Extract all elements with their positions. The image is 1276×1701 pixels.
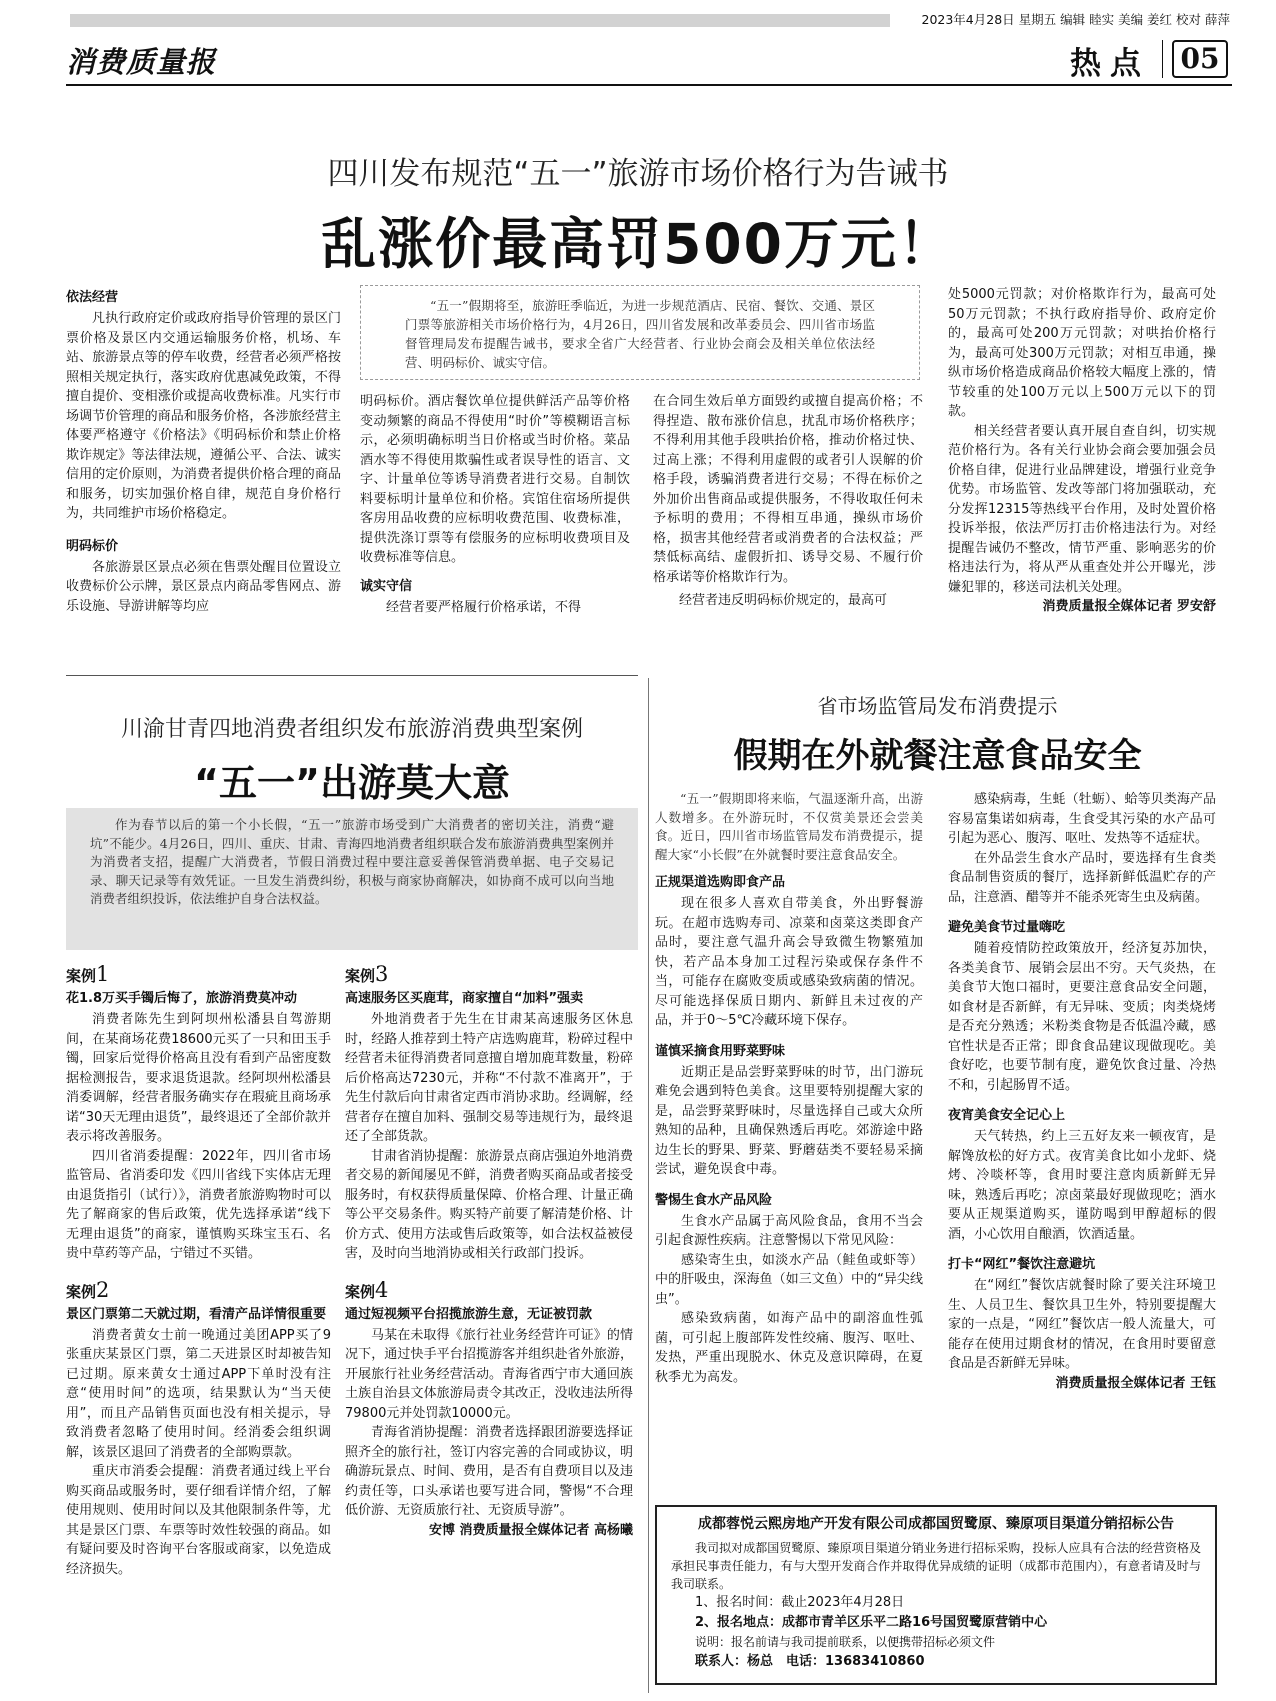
- tender-notice-line: 1、报名时间：截止2023年4月28日: [695, 1595, 905, 1610]
- article3-col1: [655, 790, 923, 1387]
- case-label: 案例1: [66, 962, 110, 986]
- paragraph: 生食水产品属于高风险食品，食用不当会引起食源性疾病。注意警惕以下常见风险：: [655, 1213, 923, 1248]
- paragraph: 马某在未取得《旅行社业务经营许可证》的情况下，通过快手平台招揽游客并组织赴省外旅游，开展旅行社业务经营活动。青海省西宁市大通回族土族自治县文体旅游局责令其改正，没收违法所得79800元并处罚款10000元。: [345, 1327, 633, 1421]
- paragraph: 随着疫情防控政策放开，经济复苏加快，各类美食节、展销会层出不穷。天气炎热，在美食节大饱口福时，更要注意食品安全问题，如食材是否新鲜，有无异味、变质；肉类烧烤是否充分熟透；米粉类食物是否低温冷藏，感官性状是否正常；即食食品建议现做现吃。美食好吃，也要节制有度，避免饮食过量、冷热不和，引起肠胃不适。: [948, 941, 1216, 1093]
- masthead: 消费质量报: [66, 45, 217, 79]
- tender-notice-line: 2、报名地点：成都市青羊区乐平二路16号国贸鹭原营销中心: [695, 1615, 1048, 1630]
- byline: 安博 消费质量报全媒体记者 高杨曦: [428, 1522, 633, 1538]
- paragraph: 经营者要严格履行价格承诺，不得: [386, 599, 582, 615]
- case-title: 景区门票第二天就过期，看清产品详情很重要: [66, 1306, 327, 1322]
- article2-kicker: 川渝甘青四地消费者组织发布旅游消费典型案例: [120, 717, 583, 742]
- subheading: 明码标价: [66, 538, 119, 554]
- subheading: 警惕生食水产品风险: [655, 1192, 773, 1208]
- paragraph: 感染寄生虫，如淡水产品（鲑鱼或虾等）中的肝吸虫，深海鱼（如三文鱼）中的“异尖线虫”。: [655, 1252, 923, 1307]
- tender-notice-contact: 联系人：杨总 电话：13683410860: [695, 1654, 925, 1669]
- article1-col2: [360, 392, 630, 617]
- paragraph: 感染病毒，生蚝（牡蛎）、蛤等贝类海产品容易富集诺如病毒，生食受其污染的水产品可引起为恶心、腹泻、呕吐、发热等不适症状。: [948, 792, 1216, 846]
- paragraph: 在外品尝生食水产品时，要选择有生食类食品制售资质的餐厅，选择新鲜低温贮存的产品，注意酒、醋等并不能杀死寄生虫及病菌。: [948, 850, 1216, 905]
- article2-lead-box: [66, 808, 638, 950]
- case-label: 案例2: [66, 1277, 110, 1302]
- paragraph: 明码标价。酒店餐饮单位提供鲜活产品等价格变动频繁的商品不得使用“时价”等模糊语言标示，必须明确标明当日价格或当时价格。菜品酒水等不得使用欺骗性或者误导性的语言、文字、计量单位等诱导消费者进行交易。自制饮料要标明计量单位和价格。宾馆住宿场所提供客房用品收费的应标明收费范围、收费标准，提供洗涤订票等有偿服务的应标明收费项目及收费标准等信息。: [360, 394, 630, 565]
- paragraph: 相关经营者要认真开展自查自纠，切实规范价格行为。各有关行业协会商会要加强会员价格自律，促进行业品牌建设，增强行业竞争优势。市场监管、发改等部门将加强联动，充分发挥12315等热线平台作用，及时处置价格投诉举报，依法严厉打击价格违法行为。对经提醒告诫仍不整改，情节严重、影响恶劣的价格违法行为，将从严从重查处并公开曝光，涉嫌犯罪的，移送司法机关处理。: [948, 423, 1216, 595]
- article1-col1: [66, 285, 341, 616]
- header-rule: [66, 84, 1232, 86]
- article1-kicker: 四川发布规范“五一”旅游市场价格行为告诫书: [327, 156, 949, 192]
- subheading: 打卡“网红”餐饮注意避坑: [948, 1257, 1096, 1272]
- tender-notice-box: [655, 1505, 1217, 1685]
- lead-paragraph: “五一”假期将至，旅游旺季临近，为进一步规范酒店、民宿、餐饮、交通、景区门票等旅游相关市场价格行为，4月26日，四川省发展和改革委员会、四川省市场监督管理局发布提醒告诫书，要求全省广大经营者、行业协会商会及相关单位依法经营、明码标价、诚实守信。: [405, 298, 875, 370]
- article2-col2: [345, 962, 633, 1541]
- paragraph: 重庆市消委会提醒：消费者通过线上平台购买商品或服务时，要仔细看详情介绍，了解使用规则、使用时间以及其他限制条件等，尤其是景区门票、车票等时效性较强的商品。如有疑问要及时咨询平台客服或商家，以免造成经济损失。: [66, 1464, 331, 1577]
- paragraph: 甘肃省消协提醒：旅游景点商店强迫外地消费者交易的新闻屡见不鲜，消费者购买商品或者接受服务时，有权获得质量保障、价格合理、计量正确等公平交易条件。购买特产前要了解清楚价格、计价方式、使用方法或售后政策等，如合法权益被侵害，及时向当地消协或相关行政部门投诉。: [345, 1148, 633, 1261]
- case-title: 高速服务区买鹿茸，商家擅自“加料”强卖: [345, 991, 584, 1006]
- section-divider: [1162, 40, 1163, 78]
- paragraph: 在合同生效后单方面毁约或擅自提高价格；不得捏造、散布涨价信息，扰乱市场价格秩序；不得利用其他手段哄抬价格，推动价格过快、过高上涨；不得利用虚假的或者引人误解的价格手段，诱骗消费者进行交易；不得在标价之外加价出售商品或提供服务，不得收取任何未予标明的费用；不得相互串通，操纵市场价格，损害其他经营者或消费者的合法权益；严禁低标高结、虚假折扣、诱导交易、不履行价格承诺等价格欺诈行为。: [653, 394, 923, 585]
- page-number: 05: [1172, 40, 1228, 78]
- subheading: 夜宵美食安全记心上: [948, 1108, 1066, 1123]
- section-separator: [66, 675, 638, 676]
- subheading: 诚实守信: [360, 578, 413, 594]
- paragraph: 消费者黄女士前一晚通过美团APP买了9张重庆某景区门票，第二天进景区时却被告知已过期。原来黄女士通过APP下单时没有注意“使用时间”的选项，结果默认为“当天使用”，而且产品销售页面也没有相关提示，导致消费者忽略了使用时间。经消委会组织调解，该景区退回了消费者的全部购票款。: [66, 1327, 331, 1460]
- paragraph: 感染致病菌，如海产品中的副溶血性弧菌，可引起上腹部阵发性绞痛、腹泻、呕吐、发热，严重出现脱水、休克及意识障碍，在夏秋季尤为高发。: [655, 1311, 923, 1385]
- article1-col4: [948, 285, 1216, 617]
- paragraph: 天气转热，约上三五好友来一顿夜宵，是解馋放松的好方式。夜宵美食比如小龙虾、烧烤、冷啖杯等，食用时要注意肉质新鲜无异味，熟透后再吃；凉卤菜最好现做现吃；酒水要从正规渠道购买，谨防喝到甲醇超标的假酒，小心饮用自酿酒，饮酒适量。: [948, 1129, 1216, 1242]
- lead-paragraph: “五一”假期即将来临，气温逐渐升高，出游人数增多。在外游玩时，不仅赏美景还会尝美食。近日，四川省市场监管局发布消费提示，提醒大家“小长假”在外就餐时要注意食品安全。: [655, 791, 923, 862]
- tender-notice-title: 成都蓉悦云熙房地产开发有限公司成都国贸鹭原、臻原项目渠道分销招标公告: [698, 1516, 1174, 1532]
- paragraph: 四川省消委提醒：2022年，四川省市场监管局、省消委印发《四川省线下实体店无理由退货指引（试行）》，消费者旅游购物时可以先了解商家的售后政策，优先选择承诺“线下无理由退货”的商家，谨慎购买珠宝玉石、名贵中草药等产品，宁错过不买错。: [66, 1148, 331, 1261]
- case-title: 花1.8万买手镯后悔了，旅游消费莫冲动: [66, 991, 298, 1006]
- article1-headline: 乱涨价最高罚500万元！: [321, 212, 955, 276]
- case-title: 通过短视频平台招揽旅游生意，无证被罚款: [345, 1306, 593, 1322]
- article3-col2: [948, 790, 1216, 1394]
- article3-kicker: 省市场监管局发布消费提示: [817, 694, 1058, 718]
- case-label: 案例3: [345, 962, 389, 986]
- subheading: 谨慎采摘食用野菜野味: [655, 1043, 786, 1059]
- case-label: 案例4: [345, 1277, 389, 1302]
- paragraph: 现在很多人喜欢自带美食，外出野餐游玩。在超市选购寿司、凉菜和卤菜这类即食产品时，要注意气温升高会导致微生物繁殖加快，若产品本身加工过程污染或保存条件不当，可能存在腐败变质或感染致病菌的情况。尽可能选择保质日期内、新鲜且未过夜的产品，并于0～5℃冷藏环境下保存。: [655, 896, 923, 1028]
- article3-headline: 假期在外就餐注意食品安全: [733, 736, 1142, 776]
- paragraph: 经营者违反明码标价规定的，最高可: [679, 593, 888, 608]
- paragraph: 在“网红”餐饮店就餐时除了要关注环境卫生、人员卫生、餐饮具卫生外，特别要提醒大家的一点是，“网红”餐饮店一般人流量大，可能存在使用过期食材的情况，在食用时要留意食品是否新鲜无异味。: [948, 1278, 1216, 1371]
- lead-paragraph: 作为春节以后的第一个小长假，“五一”旅游市场受到广大消费者的密切关注，消费“避坑”不能少。4月26日，四川、重庆、甘肃、青海四地消费者组织联合发布旅游消费典型案例并为消费者支招，提醒广大消费者，节假日消费过程中要注意妥善保管消费单据、电子交易记录、聊天记录等有效凭证。一旦发生消费纠纷，积极与商家协商解决，如协商不成可以向当地消费者组织投诉，依法维护自身合法权益。: [90, 817, 614, 906]
- column-separator: [648, 678, 649, 1693]
- paragraph: 各旅游景区景点必须在售票处醒目位置设立收费标价公示牌，景区景点内商品零售网点、游乐设施、导游讲解等均应: [66, 559, 341, 614]
- article1-lead-box: [360, 285, 920, 380]
- tender-notice-note: 说明：报名前请与我司提前联系，以便携带招标必须文件: [695, 1635, 996, 1649]
- byline: 消费质量报全媒体记者 罗安舒: [1042, 599, 1216, 614]
- article2-headline: “五一”出游莫大意: [194, 761, 510, 805]
- byline: 消费质量报全媒体记者 王钰: [1055, 1375, 1216, 1391]
- subheading: 正规渠道选购即食产品: [655, 875, 786, 890]
- header-gray-bar: [70, 14, 890, 27]
- paragraph: 消费者陈先生到阿坝州松潘县自驾游期间，在某商场花费18600元买了一只和田玉手镯，回家后觉得价格高且没有看到产品密度数据检测报告，要求退货退款。经阿坝州松潘县消委调解，经营者服务确实存在瑕疵且商场承诺“30天无理由退货”，最终退还了全部价款并表示将改善服务。: [66, 1012, 331, 1144]
- paragraph: 凡执行政府定价或政府指导价管理的景区门票价格及景区内交通运输服务价格，机场、车站、旅游景点等的停车收费，经营者必须严格按照相关规定执行，落实政府优惠减免政策，不得擅自提价、变相涨价或提高收费标准。凡实行市场调节价管理的商品和服务价格，各涉旅经营主体要严格遵守《价格法》《明码标价和禁止价格欺诈规定》等法律法规，遵循公平、合法、诚实信用的定价原则，为消费者提供价格合理的商品和服务，切实加强价格自律，规范自身价格行为，共同维护市场价格稳定。: [66, 311, 341, 521]
- paragraph: 外地消费者于先生在甘肃某高速服务区休息时，经路人推荐到土特产店选购鹿茸，粉碎过程中经营者未征得消费者同意擅自增加鹿茸数量，粉碎后价格高达7230元，并称“不付款不准离开”，于先生付款后向甘肃省定西市消协求助。经调解，经营者存在擅自加料、强制交易等违规行为，最终退还了全部货款。: [345, 1012, 633, 1144]
- tender-notice-body: 我司拟对成都国贸鹭原、臻原项目渠道分销业务进行招标采购，投标人应具有合法的经营资格及承担民事责任能力，有与大型开发商合作并取得优异成绩的证明（成都市范围内），有意者请及时与我司联系。: [671, 1541, 1201, 1591]
- section-name: 热点: [1070, 46, 1150, 82]
- paragraph: 近期正是品尝野菜野味的时节，出门游玩难免会遇到特色美食。这里要特别提醒大家的是，品尝野菜野味时，尽量选择自己或大众所熟知的品种，且确保熟透后再吃。郊游途中路边生长的野果、野菜、野蘑菇类不要轻易采摘尝试，避免误食中毒。: [655, 1064, 923, 1177]
- subheading: 避免美食节过量嗨吃: [948, 920, 1066, 935]
- subheading: 依法经营: [66, 290, 119, 305]
- article1-col3: [653, 392, 923, 611]
- date-line: 2023年4月28日 星期五 编辑 睦实 美编 姜红 校对 薛萍: [921, 12, 1230, 27]
- paragraph: 处5000元罚款；对价格欺诈行为，最高可处50万元罚款；不执行政府指导价、政府定价的，最高可处200万元罚款；对哄抬价格行为，最高可处300万元罚款；对相互串通，操纵市场价格造成商品价格较大幅度上涨的，情节较重的处100万元以上500万元以下的罚款。: [948, 287, 1216, 419]
- article2-col1: [66, 962, 331, 1579]
- paragraph: 青海省消协提醒：消费者选择跟团游要选择证照齐全的旅行社，签订内容完善的合同或协议，明确游玩景点、时间、费用，是否有自费项目以及违约责任等，口头承诺也要写进合同，警惕“不合理低价游、无资质旅行社、无资质导游”。: [345, 1425, 633, 1518]
